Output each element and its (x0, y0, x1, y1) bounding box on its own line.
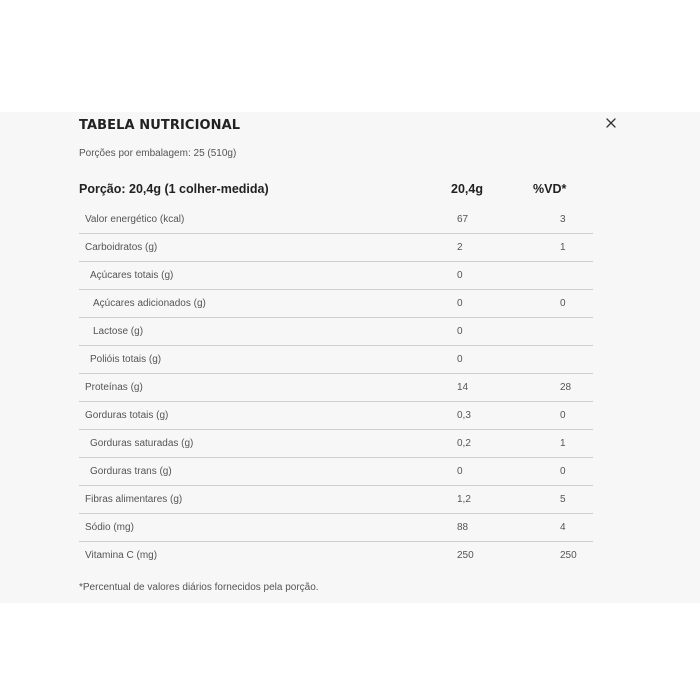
nutrient-quantity: 0 (457, 270, 463, 281)
table-row (79, 374, 593, 402)
nutrient-table (79, 206, 593, 570)
nutrient-quantity: 2 (457, 242, 463, 253)
nutrient-quantity: 88 (457, 522, 469, 533)
modal-title: TABELA NUTRICIONAL (79, 118, 241, 133)
nutrient-vd: 0 (560, 466, 566, 477)
table-row (79, 514, 593, 542)
table-row (79, 318, 593, 346)
table-row (79, 346, 593, 374)
nutrient-name: Gorduras saturadas (g) (90, 438, 194, 449)
nutrient-name: Gorduras trans (g) (90, 466, 172, 477)
nutrient-name: Valor energético (kcal) (85, 214, 185, 225)
vd-header: %VD* (533, 182, 567, 196)
nutrient-quantity: 0,3 (457, 410, 471, 421)
nutrient-name: Açúcares adicionados (g) (93, 298, 206, 309)
nutrient-name: Fibras alimentares (g) (85, 494, 183, 505)
nutrient-quantity: 67 (457, 214, 469, 225)
nutrient-quantity: 250 (457, 550, 474, 561)
table-row (79, 542, 593, 570)
nutrient-name: Proteínas (g) (85, 382, 143, 393)
nutrient-quantity: 14 (457, 382, 469, 393)
table-row (79, 206, 593, 234)
nutrient-vd: 0 (560, 410, 566, 421)
nutrient-quantity: 1,2 (457, 494, 471, 505)
portion-label: Porção: 20,4g (1 colher-medida) (79, 182, 269, 196)
nutrient-quantity: 0 (457, 354, 463, 365)
nutrient-quantity: 0,2 (457, 438, 471, 449)
nutrient-quantity: 0 (457, 298, 463, 309)
nutrient-vd: 0 (560, 298, 566, 309)
nutrient-vd: 28 (560, 382, 572, 393)
close-button[interactable] (603, 115, 619, 131)
nutrient-name: Gorduras totais (g) (85, 410, 169, 421)
nutrient-vd: 5 (560, 494, 566, 505)
nutrient-name: Polióis totais (g) (90, 354, 162, 365)
table-row (79, 430, 593, 458)
amount-header: 20,4g (451, 182, 483, 196)
nutrient-name: Sódio (mg) (85, 522, 134, 533)
table-row (79, 458, 593, 486)
table-row (79, 486, 593, 514)
nutrient-vd: 250 (560, 550, 577, 561)
nutrient-quantity: 0 (457, 326, 463, 337)
table-row (79, 234, 593, 262)
nutrient-vd: 4 (560, 522, 566, 533)
footnote: *Percentual de valores diários fornecidos pela porção. (79, 582, 319, 593)
nutrient-quantity: 0 (457, 466, 463, 477)
servings-per-package: Porções por embalagem: 25 (510g) (79, 148, 237, 159)
table-row (79, 290, 593, 318)
nutrient-vd: 3 (560, 214, 566, 225)
nutrient-name: Açúcares totais (g) (90, 270, 174, 281)
table-row (79, 262, 593, 290)
close-icon (603, 115, 619, 131)
nutrient-name: Carboidratos (g) (85, 242, 158, 253)
nutrition-modal (0, 112, 700, 603)
nutrient-name: Vitamina C (mg) (85, 550, 158, 561)
nutrient-vd: 1 (560, 438, 566, 449)
table-row (79, 402, 593, 430)
nutrient-name: Lactose (g) (93, 326, 144, 337)
nutrient-vd: 1 (560, 242, 566, 253)
portion-header (79, 182, 599, 200)
